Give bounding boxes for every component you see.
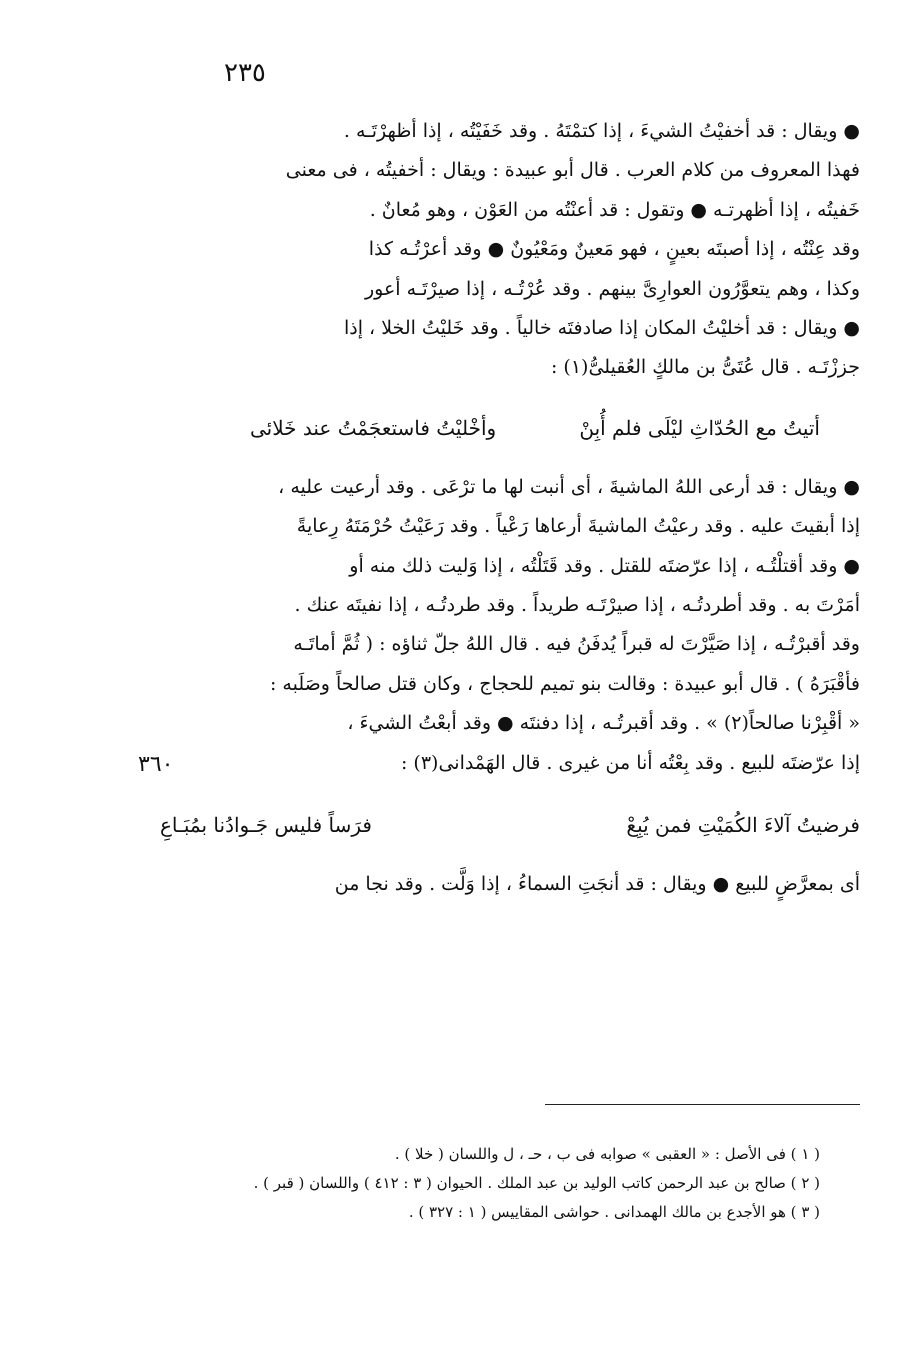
footnote: ( ٣ ) هو الأجدع بن مالك الهمدانى . حواشى المقاييس ( ١ : ٣٢٧ ) . [408,1203,820,1221]
text-line: جززْتَـه . قال عُتَىُّ بن مالكٍ العُقيلىُّ(١) : [550,356,860,379]
text-line: أى بمعرَّضٍ للبيع ● ويقال : قد أنجَتِ السماءُ ، إذا وَلَّت . وقد نجا من [334,873,860,896]
main-text [160,112,860,905]
page-number: ٢٣٥ [224,58,266,88]
footnote-divider [545,1104,860,1105]
paragraph [160,468,860,783]
text-line: وقد أقبرْتُـه ، إذا صَيَّرْتَ له قبراً يُدفَنُ فيه . قال اللهُ جلّ ثناؤه : ( ثُمَّ أماتَـه [293,633,860,656]
verse-second-hemistich: وأخْليْتُ فاستعجَمْتُ عند خَلائى [250,415,497,440]
verse-second-hemistich: فرَساً فليس جَـوادُنا بمُبَـاعِ [160,813,372,838]
footnotes [253,1140,820,1227]
poetry-verse [250,406,820,450]
text-line: ● ويقال : قد أخليْتُ المكان إذا صادفتَه خالياً . وقد خَليْتُ الخلا ، إذا [343,317,860,340]
verse-first-hemistich: أتيتُ مع الحُدّاثِ ليْلَى فلم أُبِنْ [579,415,820,440]
text-line: ● ويقال : قد أرعى اللهُ الماشيةَ ، أى أنبت لها ما ترْعَى . وقد أرعيت عليه ، [278,475,860,498]
text-line: أمَرْتَ به . وقد أطردتُـه ، إذا صيرْتَـه طريداً . وقد طردتُـه ، إذا نفيتَه عنك . [294,594,860,617]
text-line: ● وقد أقتلْتُـه ، إذا عرّضتَه للقتل . وقد قَتَلْتُه ، إذا وَليت ذلك منه أو [349,554,860,577]
footnote: ( ٢ ) صالح بن عبد الرحمن كاتب الوليد بن عبد الملك . الحيوان ( ٣ : ٤١٢ ) واللسان ( قبر ) . [253,1174,820,1192]
text-line: وكذا ، وهم يتعوَّرُون العوارِىَّ بينهم . وقد عُرْتُـه ، إذا صيرْتَـه أعور [364,277,860,300]
footnote: ( ١ ) فى الأصل : « العقبى » صوابه فى ب ، حـ ، ل واللسان ( خلا ) . [394,1145,820,1163]
text-line: فأقْبَرَهُ ) . قال أبو عبيدة : وقالت بنو تميم للحجاج ، وكان قتل صالحاً وصَلَبه : [269,672,860,695]
text-line: وقد عِنْتُه ، إذا أصبتَه بعينٍ ، فهو مَعينٌ ومَعْيُونٌ ● وقد أعرْتُـه كذا [368,238,860,261]
margin-line-number: ٣٦٠ [138,752,174,777]
text-line: فهذا المعروف من كلام العرب . قال أبو عبيدة : ويقال : أخفيتُه ، فى معنى [285,159,860,182]
text-line: إذا عرّضتَه للبيع . وقد بِعْتُه أنا من غيرى . قال الهَمْدانى(٣) : [400,751,860,774]
text-line: خَفيتُه ، إذا أظهرتـه ● وتقول : قد أعنْتُه من العَوْن ، وهو مُعانٌ . [369,198,860,221]
paragraph [160,112,860,388]
text-line: إذا أبقيتَ عليه . وقد رعيْتُ الماشيةَ أرعاها رَعْياً . وقد رَعَيْتُ حُرْمَتَهُ رِعايةً [296,515,860,538]
text-line: ● ويقال : قد أخفيْتُ الشيءَ ، إذا كتمْتَهُ . وقد خَفَيْتُه ، إذا أظهرْتَـه . [343,120,860,142]
verse-first-hemistich: فرضيتُ آلاءَ الكُمَيْتِ فمن يُبِعْ [626,813,860,838]
poetry-verse [160,803,860,847]
paragraph [160,865,860,904]
text-line: « أقْبِرْنا صالحاً(٢) » . وقد أقبرتُـه ، إذا دفنتَه ● وقد أبعْتُ الشيءَ ، [347,712,860,735]
